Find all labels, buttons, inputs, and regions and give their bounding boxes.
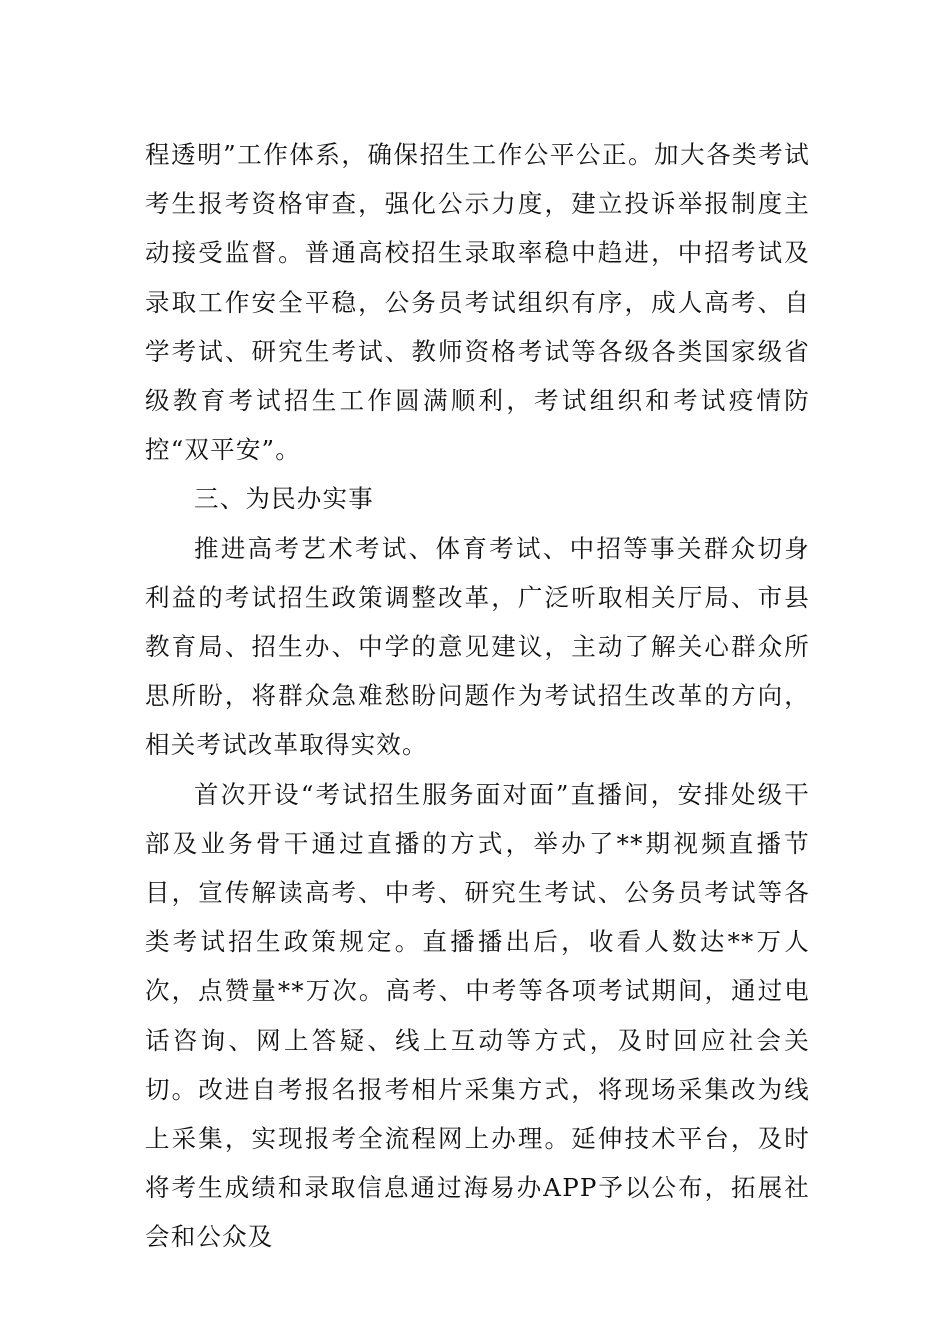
document-body [145,130,810,1262]
paragraph-live-broadcast: 首次开设“考试招生服务面对面”直播间，安排处级干部及业务骨干通过直播的方式，举办了**期视频直播节目，宣传解读高考、中考、研究生考试、公务员考试等各类考试招生政策规定。直播播出后，收看人数达**万人次，点赞量**万次。高考、中考等各项考试期间，通过电话咨询、网上答疑、线上互动等方式，及时回应社会关切。改进自考报名报考相片采集方式，将现场采集改为线上采集，实现报考全流程网上办理。延伸技术平台，及时将考生成绩和录取信息通过海易办APP予以公布，拓展社会和公众及 [145,779,810,1252]
paragraph-exam-fairness: 程透明”工作体系，确保招生工作公平公正。加大各类考试考生报考资格审查，强化公示力度，建立投诉举报制度主动接受监督。普通高校招生录取率稳中趋进，中招考试及录取工作安全平稳，公务员考试组织有序，成人高考、自学考试、研究生考试、教师资格考试等各级各类国家级省级教育考试招生工作圆满顺利，考试组织和考试疫情防控“双平安”。 [145,140,810,465]
paragraph-policy-reform: 推进高考艺术考试、体育考试、中招等事关群众切身利益的考试招生政策调整改革，广泛听取相关厅局、市县教育局、招生办、中学的意见建议，主动了解关心群众所思所盼，将群众急难愁盼问题作为考试招生改革的方向，相关考试改革取得实效。 [145,533,810,760]
section-heading-three: 三、为民办实事 [194,484,374,514]
